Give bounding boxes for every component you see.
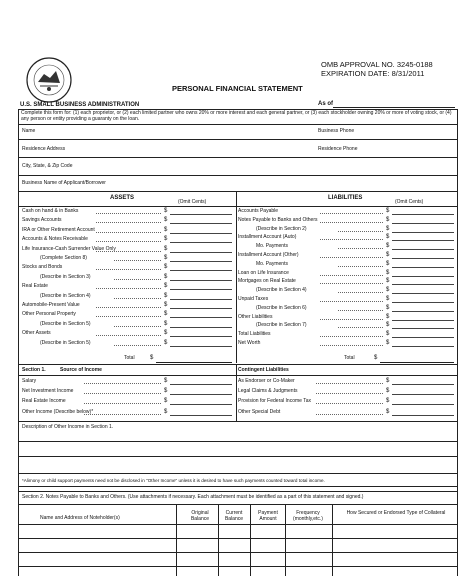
expiration-date: EXPIRATION DATE: 8/31/2011	[321, 69, 425, 78]
amount-field[interactable]	[170, 327, 232, 328]
dollar-sign: $	[164, 245, 168, 252]
leader-dots	[96, 288, 161, 289]
leader-dots	[320, 275, 383, 276]
row-label: Other Income (Describe below)*	[22, 408, 94, 415]
leader-dots	[84, 414, 161, 415]
dollar-sign: $	[386, 331, 390, 338]
dollar-sign: $	[386, 252, 390, 258]
form-row	[22, 302, 232, 311]
dollar-sign: $	[164, 388, 168, 395]
dollar-sign: $	[164, 339, 168, 346]
leader-dots	[316, 383, 383, 384]
amount-field[interactable]	[392, 415, 454, 416]
dollar-sign: $	[386, 408, 390, 415]
leader-dots	[114, 298, 161, 299]
dollar-sign: $	[386, 304, 390, 311]
city-state-zip-field[interactable]	[90, 158, 450, 173]
row-label: As Endorser or Co-Maker	[238, 378, 295, 384]
row-label: Installment Account (Auto)	[238, 234, 297, 241]
leader-dots	[96, 251, 161, 252]
form-row	[238, 261, 454, 270]
dollar-sign: $	[164, 398, 168, 405]
leader-dots	[320, 345, 383, 346]
amount-field[interactable]	[392, 394, 454, 395]
amount-field[interactable]	[170, 242, 232, 243]
dollar-sign: $	[164, 320, 168, 327]
form-row	[238, 296, 454, 305]
row-label: (Describe in Section 4)	[256, 287, 307, 294]
dollar-sign: $	[386, 225, 390, 232]
dollar-sign: $	[386, 313, 390, 320]
as-of-field[interactable]	[333, 107, 455, 108]
col-frequency: Frequency (monthly,etc.)	[293, 510, 323, 522]
form-row	[22, 340, 232, 349]
dollar-sign: $	[164, 273, 168, 280]
amount-field[interactable]	[392, 240, 454, 241]
amount-field[interactable]	[170, 233, 232, 234]
row-label: Mo. Payments	[256, 260, 288, 267]
dollar-sign: $	[386, 322, 390, 329]
dollar-sign: $	[164, 208, 168, 214]
form-row	[22, 321, 232, 330]
row-label: (Describe in Section 4)	[40, 292, 91, 299]
amount-field[interactable]	[170, 280, 232, 281]
form-row	[238, 305, 454, 314]
leader-dots	[338, 231, 383, 232]
row-label: Installment Account (Other)	[238, 252, 299, 258]
amount-field[interactable]	[392, 249, 454, 250]
dollar-sign: $	[386, 340, 390, 346]
liabilities-omit-cents: (Omit Cents)	[395, 199, 424, 205]
col-security: How Secured or Endorsed Type of Collateral	[346, 510, 446, 516]
liabilities-heading: LIABILITIES	[328, 195, 363, 201]
dollar-sign: $	[164, 217, 168, 224]
row-label: Notes Payable to Banks and Others	[238, 216, 318, 223]
leader-dots	[338, 327, 383, 328]
form-row	[22, 398, 232, 408]
row-label: Other Personal Property	[22, 311, 76, 318]
name-field[interactable]	[52, 125, 312, 138]
business-phone-label: Business Phone	[318, 128, 355, 134]
row-label: Unpaid Taxes	[238, 296, 269, 302]
form-row	[22, 246, 232, 255]
leader-dots	[316, 393, 383, 394]
leader-dots	[114, 279, 161, 280]
amount-field[interactable]	[392, 337, 454, 338]
leader-dots	[114, 345, 161, 346]
description-field[interactable]	[20, 432, 456, 472]
amount-field[interactable]	[392, 258, 454, 259]
dollar-sign: $	[164, 330, 168, 337]
dollar-sign: $	[386, 243, 390, 250]
amount-field[interactable]	[170, 308, 232, 309]
row-label: Life Insurance-Cash Surrender Value Only	[22, 245, 116, 252]
col-original-balance: Original Balance	[190, 510, 210, 522]
amount-field[interactable]	[392, 328, 454, 329]
leader-dots	[84, 403, 161, 404]
leader-dots	[320, 319, 383, 320]
form-row	[238, 322, 454, 331]
leader-dots	[96, 307, 161, 308]
amount-field[interactable]	[392, 284, 454, 285]
form-row	[238, 208, 454, 217]
leader-dots	[320, 239, 383, 240]
leader-dots	[114, 326, 161, 327]
contingent-heading: Contingent Liabilities	[238, 367, 289, 373]
form-row	[238, 314, 454, 323]
amount-field[interactable]	[392, 276, 454, 277]
dollar-sign: $	[164, 302, 168, 308]
leader-dots	[338, 310, 383, 311]
assets-total-dollar: $	[150, 355, 154, 361]
dollar-sign: $	[386, 296, 390, 302]
form-row	[238, 378, 454, 388]
leader-dots	[84, 383, 161, 384]
form-row	[238, 234, 454, 243]
amount-field[interactable]	[392, 404, 454, 405]
form-row	[238, 340, 454, 349]
row-label: Savings Accounts	[22, 217, 62, 224]
leader-dots	[320, 213, 383, 214]
leader-dots	[320, 222, 383, 223]
row-label: Provision for Federal Income Tax	[238, 398, 311, 405]
leader-dots	[320, 336, 383, 337]
dollar-sign: $	[164, 408, 168, 415]
form-row	[22, 255, 232, 264]
form-row	[238, 252, 454, 261]
dollar-sign: $	[386, 208, 390, 214]
row-label: Legal Claims & Judgments	[238, 388, 298, 395]
row-label: Total Liabilities	[238, 331, 271, 338]
row-label: Other Assets	[22, 330, 51, 337]
form-row	[238, 270, 454, 279]
row-label: Mortgages on Real Estate	[238, 278, 296, 285]
leader-dots	[316, 414, 383, 415]
row-label: Other Special Debt	[238, 408, 281, 415]
residence-phone-label: Residence Phone	[318, 146, 358, 152]
form-row	[238, 226, 454, 235]
row-label: Automobile-Present Value	[22, 302, 80, 308]
amount-field[interactable]	[170, 394, 232, 395]
row-label: IRA or Other Retirement Account	[22, 226, 95, 233]
row-label: Real Estate Income	[22, 398, 66, 405]
row-label: Net Investment Income	[22, 388, 74, 395]
description-label: Description of Other Income in Section 1.	[22, 424, 114, 430]
amount-field[interactable]	[392, 214, 454, 215]
row-label: (Describe in Section 6)	[256, 304, 307, 311]
row-label: (Complete Section 8)	[40, 255, 87, 261]
form-row	[238, 243, 454, 252]
form-row	[238, 331, 454, 340]
amount-field[interactable]	[170, 261, 232, 262]
amount-field[interactable]	[170, 404, 232, 405]
row-label: (Describe in Section 2)	[256, 225, 307, 232]
amount-field[interactable]	[170, 336, 232, 337]
liabilities-total-label: Total	[344, 355, 355, 361]
dollar-sign: $	[386, 234, 390, 241]
assets-heading: ASSETS	[110, 195, 135, 201]
form-title: PERSONAL FINANCIAL STATEMENT	[172, 84, 303, 93]
row-label: (Describe in Section 7)	[256, 322, 307, 329]
form-row	[22, 264, 232, 273]
amount-field[interactable]	[392, 267, 454, 268]
leader-dots	[338, 266, 383, 267]
amount-field[interactable]	[392, 346, 454, 347]
form-row	[238, 388, 454, 398]
leader-dots	[114, 260, 161, 261]
row-label: Net Worth	[238, 340, 261, 346]
dollar-sign: $	[386, 378, 390, 384]
row-label: Loan on Life Insurance	[238, 269, 289, 276]
assets-total-label: Total	[124, 355, 135, 361]
business-name-field[interactable]	[115, 176, 450, 190]
dollar-sign: $	[386, 269, 390, 276]
form-row	[22, 274, 232, 283]
leader-dots	[96, 241, 161, 242]
agency-name: U.S. SMALL BUSINESS ADMINISTRATION	[20, 102, 140, 108]
form-row	[238, 409, 454, 419]
form-row	[22, 227, 232, 236]
liabilities-total-field[interactable]	[380, 362, 454, 363]
leader-dots	[320, 257, 383, 258]
col-payment-amount: Payment Amount	[258, 510, 278, 522]
dollar-sign: $	[164, 264, 168, 271]
residence-address-field[interactable]	[80, 140, 310, 155]
amount-field[interactable]	[170, 299, 232, 300]
dollar-sign: $	[164, 311, 168, 318]
amount-field[interactable]	[392, 223, 454, 224]
leader-dots	[316, 403, 383, 404]
dollar-sign: $	[386, 388, 390, 395]
sba-seal-icon	[20, 56, 78, 104]
leader-dots	[96, 232, 161, 233]
dollar-sign: $	[386, 216, 390, 223]
leader-dots	[96, 335, 161, 336]
form-row	[22, 409, 232, 419]
row-label: Real Estate	[22, 283, 48, 290]
form-row	[22, 217, 232, 226]
leader-dots	[338, 292, 383, 293]
amount-field[interactable]	[170, 346, 232, 347]
form-row	[22, 293, 232, 302]
row-label: Accounts & Notes Receivable	[22, 236, 88, 243]
omb-approval: OMB APPROVAL NO. 3245-0188	[321, 60, 433, 69]
form-row	[22, 283, 232, 292]
form-row	[22, 330, 232, 339]
form-row	[22, 208, 232, 217]
row-label: Mo. Payments	[256, 243, 288, 250]
amount-field[interactable]	[170, 214, 232, 215]
dollar-sign: $	[386, 278, 390, 285]
form-row	[22, 388, 232, 398]
row-label: Cash on hand & in Banks	[22, 208, 79, 214]
leader-dots	[84, 393, 161, 394]
amount-field[interactable]	[392, 302, 454, 303]
leader-dots	[96, 316, 161, 317]
amount-field[interactable]	[170, 270, 232, 271]
amount-field[interactable]	[170, 317, 232, 318]
row-label: Salary	[22, 378, 37, 384]
section1-source: Source of Income	[60, 367, 102, 373]
dollar-sign: $	[164, 378, 168, 384]
col-noteholder: Name and Address of Noteholder(s)	[40, 515, 120, 521]
dollar-sign: $	[386, 287, 390, 294]
amount-field[interactable]	[170, 223, 232, 224]
amount-field[interactable]	[392, 384, 454, 385]
row-label: Stocks and Bonds	[22, 264, 63, 271]
amount-field[interactable]	[392, 293, 454, 294]
dollar-sign: $	[386, 260, 390, 267]
section2-text: Section 2. Notes Payable to Banks and Others. (Use attachments if necessary. Each attachment must be identified as a part of this statement and signed.)	[22, 494, 364, 500]
dollar-sign: $	[164, 236, 168, 243]
leader-dots	[320, 301, 383, 302]
row-label: (Describe in Section 3)	[40, 273, 91, 280]
leader-dots	[320, 283, 383, 284]
footnote-text: *Alimony or child support payments need not be disclosed in "Other Income" unless it is desired to have such payments counted toward total income.	[22, 478, 325, 483]
form-row	[238, 278, 454, 287]
row-label: Accounts Payable	[238, 208, 279, 214]
instructions-text: Complete this form for: (1) each proprietor, or (2) each limited partner who owns 20% or more interest and each general partner, or (3) each stockholder owning 20% or more of voting stock, or (4) any person or entity providing a guaranty on the loan.	[21, 110, 452, 122]
amount-field[interactable]	[392, 311, 454, 312]
dollar-sign: $	[386, 398, 390, 405]
dollar-sign: $	[164, 292, 168, 299]
leader-dots	[96, 213, 161, 214]
dollar-sign: $	[164, 283, 168, 290]
form-row	[238, 398, 454, 408]
assets-total-field[interactable]	[156, 362, 232, 363]
form-row	[22, 236, 232, 245]
amount-field[interactable]	[170, 415, 232, 416]
row-label: (Describe in Section 5)	[40, 339, 91, 346]
amount-field[interactable]	[170, 252, 232, 253]
leader-dots	[338, 248, 383, 249]
dollar-sign: $	[164, 255, 168, 261]
amount-field[interactable]	[170, 384, 232, 385]
leader-dots	[96, 222, 161, 223]
col-current-balance: Current Balance	[224, 510, 244, 522]
form-row	[238, 287, 454, 296]
amount-field[interactable]	[392, 320, 454, 321]
form-row	[238, 217, 454, 226]
liabilities-total-dollar: $	[374, 355, 378, 361]
amount-field[interactable]	[170, 289, 232, 290]
row-label: Other Liabilities	[238, 313, 273, 320]
as-of-label: As of	[318, 101, 333, 107]
residence-address-label: Residence Address	[22, 146, 66, 152]
name-label: Name	[22, 128, 36, 134]
dollar-sign: $	[164, 226, 168, 233]
leader-dots	[96, 269, 161, 270]
section1-heading: Section 1.	[22, 367, 46, 373]
assets-omit-cents: (Omit Cents)	[178, 199, 207, 205]
city-state-zip-label: City, State, & Zip Code	[22, 163, 73, 169]
form-row	[22, 311, 232, 320]
amount-field[interactable]	[392, 232, 454, 233]
form-row	[22, 378, 232, 388]
business-name-label: Business Name of Applicant/Borrower	[22, 180, 106, 186]
row-label: (Describe in Section 5)	[40, 320, 91, 327]
